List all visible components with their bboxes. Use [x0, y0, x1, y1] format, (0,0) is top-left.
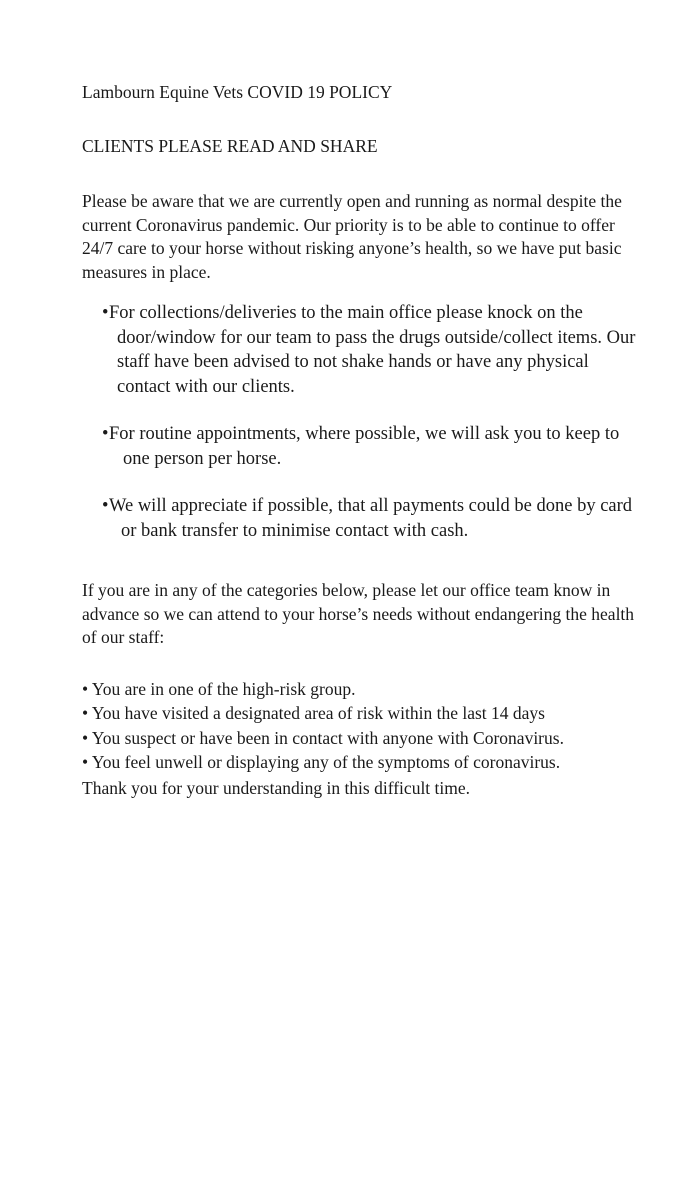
measures-list: [82, 301, 642, 543]
document-title: Lambourn Equine Vets COVID 19 POLICY: [82, 82, 393, 102]
category-item: • You feel unwell or displaying any of the symptoms of coronavirus.: [82, 752, 561, 772]
policy-document: [82, 80, 642, 800]
thank-you-note: Thank you for your understanding in this difficult time.: [82, 777, 471, 798]
bullet-icon: •: [102, 303, 109, 323]
document-subtitle: CLIENTS PLEASE READ AND SHARE: [82, 136, 378, 156]
category-item: • You suspect or have been in contact with anyone with Coronavirus.: [82, 727, 564, 748]
intro-paragraph: Please be aware that we are currently open and running as normal despite the current Coronavirus pandemic. Our priority is to be able to continue to offer 24/7 care to your horse without risking anyone’s health, so we have put basic measures in place.: [82, 191, 622, 282]
measure-item: [82, 494, 642, 543]
bullet-icon: •: [102, 496, 109, 516]
category-item: • You have visited a designated area of risk within the last 14 days: [82, 703, 545, 723]
categories-list: [82, 678, 642, 774]
measure-text: We will appreciate if possible, that all payments could be done by card or bank transfer to minimise contact with cash.: [109, 496, 633, 541]
bullet-icon: •: [102, 424, 109, 444]
categories-intro: If you are in any of the categories below, please let our office team know in advance so we can attend to your horse’s needs without endangering the health of our staff:: [82, 580, 635, 647]
measure-item: [82, 422, 642, 471]
category-item: • You are in one of the high-risk group.: [82, 678, 356, 699]
measure-item: [82, 301, 642, 399]
measure-text: For collections/deliveries to the main office please knock on the door/window for our team to pass the drugs outside/collect items. Our staff have been advised to not shake hands or have any physical contact with our clients.: [109, 303, 636, 397]
measure-text: For routine appointments, where possible, we will ask you to keep to one person per horse.: [109, 424, 620, 469]
